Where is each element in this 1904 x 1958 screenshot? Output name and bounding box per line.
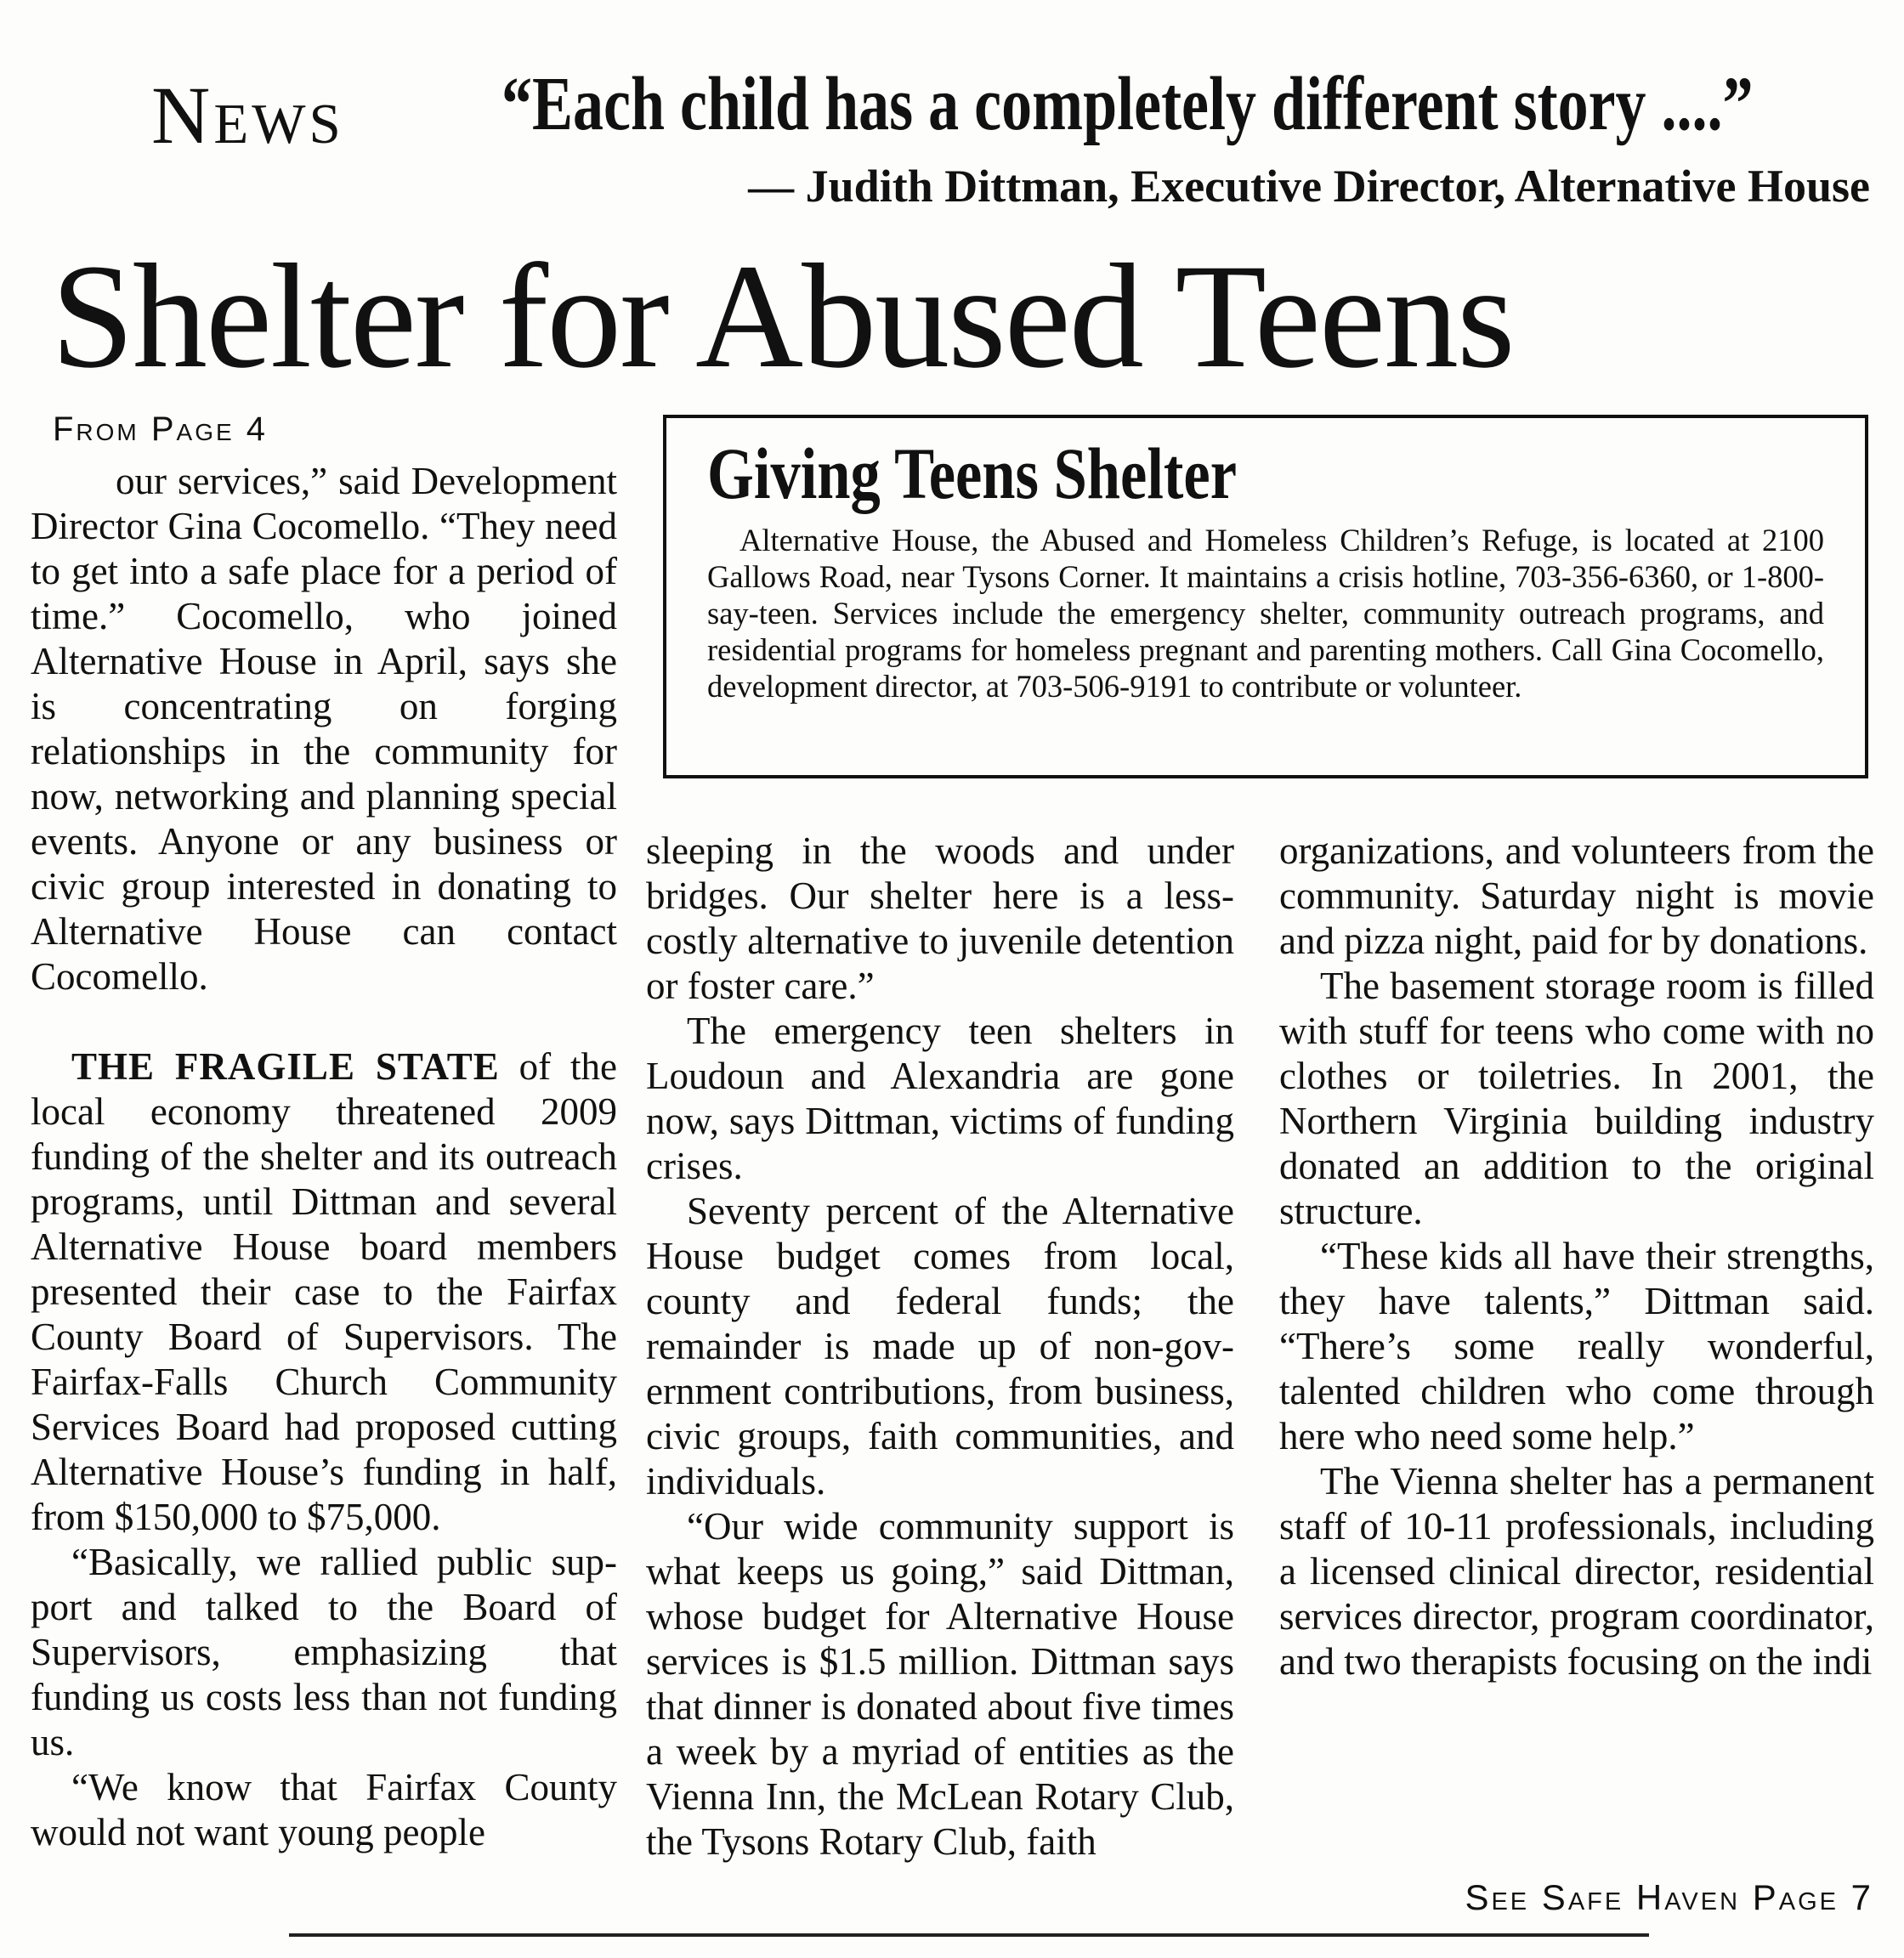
bottom-rule: [289, 1933, 1649, 1937]
paragraph: organizations, and volunteers from the community. Saturday night is movie and pizza night, paid for by donations.: [1279, 829, 1874, 962]
sidebar-title: Giving Teens Shelter: [707, 433, 1238, 514]
paragraph-text: of the local economy threatened 2009 funding of the shelter and its outreach programs, until Dittman and several Alternative House board members presented their case to the Fairfax County Board of Supervisors. The Fairfax-Falls Church Community Services Board had proposed cutting Alternative House’s funding in half, from $150,000 to $75,000.: [31, 1045, 617, 1538]
paragraph: The basement storage room is filled with stuff for teens who come with no clothes or toiletries. In 2001, the Northern Virginia building industry donated an addition to the original structure.: [1279, 965, 1874, 1232]
jump-to-line: See Safe Haven Page 7: [1465, 1877, 1873, 1917]
headline: Shelter for Abused Teens: [51, 234, 1514, 399]
paragraph: [31, 1044, 617, 1540]
paragraph: Seventy percent of the Alternative House budget comes from local, county and federal funds; the remainder is made up of non-government contributions, from business, civic groups, faith communities, and individuals.: [646, 1190, 1234, 1502]
paragraph: The Vienna shelter has a permanent staff of 10-11 professionals, including a licensed clinical director, residential services director, program coordinator, and two therapists focusing on the indi: [1279, 1460, 1874, 1683]
pull-quote: “Each child has a completely different story ....”: [502, 62, 1754, 146]
paragraph: sleeping in the woods and under bridges. Our shelter here is a less-costly alternative to juvenile detention or foster care.”: [646, 829, 1234, 1007]
article-column-1: [31, 459, 617, 1855]
article-column-2: [646, 829, 1234, 1865]
jump-from-line: From Page 4: [53, 410, 269, 448]
paragraph: “Our wide community support is what keeps us going,” said Dittman, whose budget for Alternative House services is $1.5 million. Dittman says that dinner is donated about five times a week by a myriad of entities as the Vienna Inn, the McLean Rotary Club, the Tysons Rotary Club, faith: [646, 1505, 1234, 1863]
paragraph: The emergency teen shelters in Loudoun and Alexandria are gone now, says Dittman, victims of funding crises.: [646, 1010, 1234, 1187]
lead-in: THE FRAGILE STATE: [71, 1045, 500, 1088]
pull-quote-attribution: — Judith Dittman, Executive Director, Alternative House: [748, 161, 1870, 212]
article-column-3: [1279, 829, 1874, 1684]
sidebar-body: Alternative House, the Abused and Homeless Children’s Refuge, is located at 2100 Gallows Road, near Tysons Corner. It maintains a crisis hotline, 703-356-6360, or 1-800-say-teen. Services include the emergency shelter, community outreach programs, and residential programs for homeless pregnant and parenting mothers. Call Gina Cocomello, development director, at 703-506-9191 to contribute or volunteer.: [707, 523, 1824, 704]
sidebar-box: [663, 415, 1868, 778]
section-tag: News: [151, 70, 344, 161]
paragraph: our services,” said Development Director Gina Cocomello. “They need to get into a safe place for a period of time.” Cocomello, who joined Alternative House in April, says she is concentrating on forging relationships in the community for now, networking and planning special events. Anyone or any business or civic group interested in donating to Alternative House can contact Cocomello.: [31, 460, 617, 998]
paragraph: “These kids all have their strengths, they have talents,” Dittman said. “There’s some really wonderful, talented children who come through here who need some help.”: [1279, 1235, 1874, 1457]
paragraph: “Basically, we rallied public support and talked to the Board of Supervisors, emphasizing that funding us costs less than not funding us.: [31, 1541, 617, 1763]
paragraph: “We know that Fairfax County would not want young people: [31, 1766, 617, 1853]
